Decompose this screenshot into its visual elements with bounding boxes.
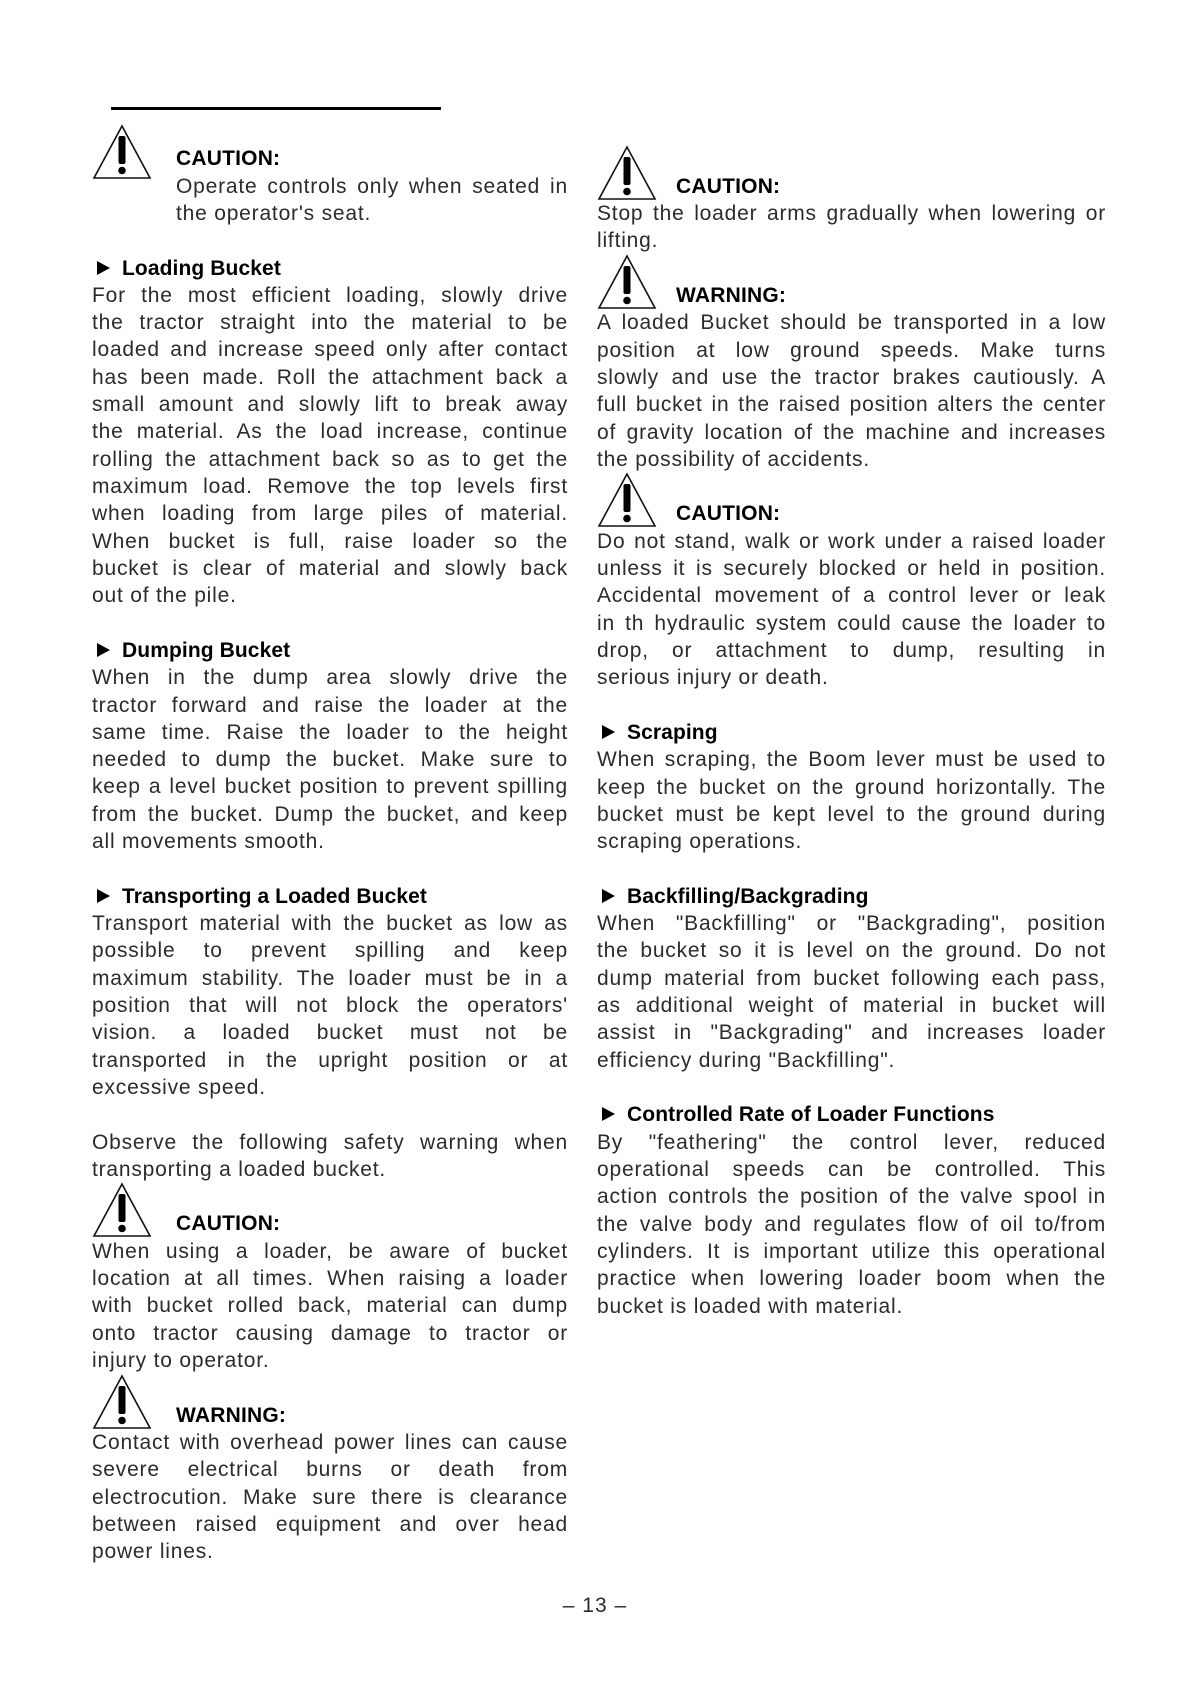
loading-bucket-line: For the most efficient loading, slowly drive <box>92 283 568 307</box>
loading-bucket-line: When bucket is full, raise loader so the <box>92 529 568 553</box>
dumping-bucket-line: tractor forward and raise the loader at the <box>92 693 568 717</box>
dumping-bucket-line: needed to dump the bucket. Make sure to <box>92 748 568 772</box>
controlled-rate-heading-text: Controlled Rate of Loader Functions <box>627 1103 995 1127</box>
warning-text-line: full bucket in the raised position alters the center <box>597 393 1106 417</box>
transporting-bucket-section <box>92 883 568 1102</box>
loading-bucket-heading-text: Loading Bucket <box>122 256 281 280</box>
scraping-line: When scraping, the Boom lever must be used to <box>597 748 1106 772</box>
observe-note-line: Observe the following safety warning when <box>92 1130 568 1154</box>
bullet-triangle-icon <box>97 889 110 903</box>
page-number: – 13 – <box>562 1593 628 1617</box>
backfilling-line: assist in "Backgrading" and increases loader <box>597 1021 1106 1045</box>
transporting-bucket-line: transported in the upright position or at <box>92 1048 568 1072</box>
controlled-rate-line: cylinders. It is important utilize this operational <box>597 1239 1106 1263</box>
transporting-bucket-line: possible to prevent spilling and keep <box>92 939 568 963</box>
loading-bucket-line: small amount and slowly lift to break away <box>92 393 568 417</box>
warning-icon <box>597 254 657 310</box>
transporting-bucket-line: position that will not block the operators' <box>92 993 568 1017</box>
bullet-triangle-icon <box>97 261 110 275</box>
warning-text-line: of gravity location of the machine and increases <box>597 420 1106 444</box>
caution-block <box>92 145 568 227</box>
caution-label: CAUTION: <box>676 174 781 198</box>
scraping-line: scraping operations. <box>597 830 803 854</box>
observe-note <box>92 1129 568 1184</box>
backfilling-line: efficiency during "Backfilling". <box>597 1048 896 1072</box>
caution-icon <box>597 472 657 528</box>
loading-bucket-section <box>92 255 568 610</box>
controlled-rate-heading <box>597 1101 1106 1128</box>
warning-text-line: between raised equipment and over head <box>92 1512 568 1536</box>
caution-text-line: onto tractor causing damage to tractor or <box>92 1321 568 1345</box>
loading-bucket-line: has been made. Roll the attachment back a <box>92 365 568 389</box>
caution-label: CAUTION: <box>676 502 781 526</box>
transporting-bucket-line: Transport material with the bucket as low as <box>92 912 568 936</box>
caution-text-line: lifting. <box>597 229 659 253</box>
warning-text-line: A loaded Bucket should be transported in a low <box>597 311 1106 335</box>
dumping-bucket-heading <box>92 637 568 664</box>
loading-bucket-line: out of the pile. <box>92 584 237 608</box>
caution-text-line: Stop the loader arms gradually when lowering or <box>597 202 1106 225</box>
caution-icon <box>92 124 152 180</box>
warning-label: WARNING: <box>176 1403 287 1427</box>
loading-bucket-line: maximum load. Remove the top levels first <box>92 475 568 499</box>
left-column <box>92 145 568 1565</box>
dumping-bucket-line: all movements smooth. <box>92 830 325 854</box>
bullet-triangle-icon <box>602 725 615 739</box>
caution-text-line: serious injury or death. <box>597 666 829 690</box>
dumping-bucket-line: from the bucket. Dump the bucket, and keep <box>92 802 568 826</box>
loading-bucket-line: loaded and increase speed only after contact <box>92 338 568 362</box>
backfilling-line: When "Backfilling" or "Backgrading", position <box>597 912 1106 936</box>
controlled-rate-line: the valve body and regulates flow of oil to/from <box>597 1212 1106 1236</box>
controlled-rate-section <box>597 1101 1106 1320</box>
dumping-bucket-section <box>92 637 568 856</box>
controlled-rate-line: By "feathering" the control lever, reduced <box>597 1130 1106 1154</box>
warning-text-line: slowly and use the tractor brakes cautiously. A <box>597 365 1106 389</box>
loading-bucket-line: the tractor straight into the material to be <box>92 311 568 335</box>
observe-note-line: transporting a loaded bucket. <box>92 1157 387 1181</box>
caution-text-line: injury to operator. <box>92 1349 270 1373</box>
controlled-rate-line: action controls the position of the valve spool in <box>597 1185 1106 1209</box>
warning-text-line: the possibility of accidents. <box>597 447 870 471</box>
backfilling-line: dump material from bucket following each pass, <box>597 966 1106 990</box>
caution-block <box>597 173 1106 255</box>
scraping-section <box>597 719 1106 856</box>
scraping-line: bucket must be kept level to the ground during <box>597 802 1106 826</box>
bullet-triangle-icon <box>602 889 615 903</box>
loading-bucket-line: the material. As the load increase, continue <box>92 420 568 444</box>
caution-icon <box>92 1182 152 1238</box>
header-rule <box>111 107 441 110</box>
warning-text-line: Contact with overhead power lines can cause <box>92 1430 568 1454</box>
bullet-triangle-icon <box>97 643 110 657</box>
transporting-bucket-line: maximum stability. The loader must be in a <box>92 966 568 990</box>
loading-bucket-line: rolling the attachment back so as to get the <box>92 447 568 471</box>
caution-text-line: Do not stand, walk or work under a raised loader <box>597 529 1106 553</box>
dumping-bucket-line: keep a level bucket position to prevent spilling <box>92 775 568 799</box>
backfilling-heading <box>597 883 1106 910</box>
dumping-bucket-heading-text: Dumping Bucket <box>122 638 291 662</box>
caution-text-line: with bucket rolled back, material can dump <box>92 1294 568 1318</box>
controlled-rate-line: bucket is loaded with material. <box>597 1294 904 1318</box>
loading-bucket-line: when loading from large piles of material. <box>92 502 568 526</box>
backfilling-line: the bucket so it is level on the ground. Do not <box>597 939 1106 963</box>
warning-text-line: severe electrical burns or death from <box>92 1458 568 1482</box>
caution-text-line: drop, or attachment to dump, resulting in <box>597 639 1106 662</box>
scraping-heading-text: Scraping <box>627 720 718 744</box>
scraping-heading <box>597 719 1106 746</box>
caution-text-line: in th hydraulic system could cause the loader to <box>597 611 1106 635</box>
caution-text-line: Operate controls only when seated in <box>176 174 568 198</box>
warning-text-line: position at low ground speeds. Make turns <box>597 338 1106 362</box>
caution-text-line: When using a loader, be aware of bucket <box>92 1239 568 1263</box>
warning-label: WARNING: <box>676 283 787 307</box>
transporting-bucket-heading <box>92 883 568 910</box>
caution-text-line: location at all times. When raising a loader <box>92 1267 568 1291</box>
caution-text-line: Accidental movement of a control lever or leak <box>597 584 1106 608</box>
controlled-rate-line: operational speeds can be controlled. This <box>597 1157 1106 1181</box>
scraping-line: keep the bucket on the ground horizontally. The <box>597 775 1106 799</box>
controlled-rate-line: practice when lowering loader boom when the <box>597 1267 1106 1291</box>
warning-text-line: electrocution. Make sure there is clearance <box>92 1485 568 1509</box>
dumping-bucket-line: When in the dump area slowly drive the <box>92 666 568 690</box>
transporting-bucket-line: excessive speed. <box>92 1075 266 1099</box>
caution-text-line: unless it is securely blocked or held in position. <box>597 557 1106 581</box>
bullet-triangle-icon <box>602 1107 615 1121</box>
caution-block <box>92 1210 568 1374</box>
transporting-bucket-line: vision. a loaded bucket must not be <box>92 1021 568 1045</box>
backfilling-section <box>597 883 1106 1074</box>
warning-icon <box>92 1374 152 1430</box>
caution-icon <box>597 145 657 201</box>
dumping-bucket-line: same time. Raise the loader to the height <box>92 720 568 744</box>
caution-label: CAUTION: <box>176 1212 281 1236</box>
transporting-bucket-heading-text: Transporting a Loaded Bucket <box>122 884 428 908</box>
backfilling-line: as additional weight of material in bucket will <box>597 994 1106 1018</box>
caution-block <box>597 500 1106 691</box>
loading-bucket-heading <box>92 255 568 282</box>
warning-text-line: power lines. <box>92 1540 214 1564</box>
caution-text-line: the operator's seat. <box>176 201 372 225</box>
warning-block <box>92 1402 568 1566</box>
caution-label: CAUTION: <box>176 147 281 171</box>
loading-bucket-line: bucket is clear of material and slowly back <box>92 556 568 580</box>
right-column <box>597 173 1106 1320</box>
backfilling-heading-text: Backfilling/Backgrading <box>627 884 869 908</box>
warning-block <box>597 282 1106 473</box>
